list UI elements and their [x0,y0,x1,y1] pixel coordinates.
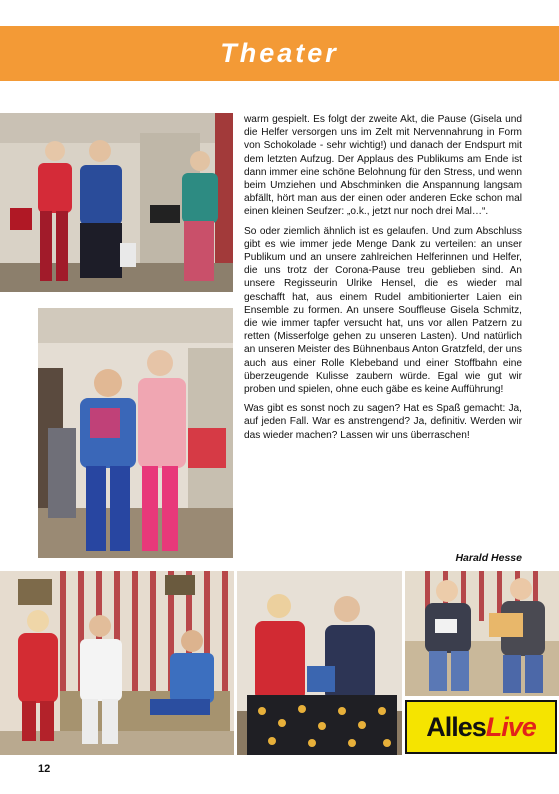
stage-photo-two-girls [405,571,559,696]
article-body [244,113,522,448]
section-title: Theater [220,38,339,68]
logo-text-live: Live [485,711,536,742]
article-author: Harald Hesse [455,552,522,564]
logo-text-alles: Alles [426,711,486,742]
article-paragraph: warm gespielt. Es folgt der zweite Akt, die Pause (Gisela und die Helfer versorgen uns im Zelt mit Nervennahrung in Form von Schokolade - sehr wichtig!) und danach der Endspurt mit dem letzten Aufzug. Der Applaus des Publikums am Ende ist dann immer eine schöne Belohnung für den Stress, und wenn beim Umziehen und Abschminken die Anspannung langsam abfällt, hört man aus der einen oder anderen Ecke schon mal einen kleinen Seufzer: „o.k., jetzt nur noch drei Mal…“. [244,114,522,218]
stage-photo-sofa-scene [0,571,234,755]
stage-photo-couple [38,308,233,558]
article-paragraph: So oder ziemlich ähnlich ist es gelaufen. Und zum Abschluss gibt es wie immer jede Menge Dank zu verteilen: an unser Publikum und an unsere zahlreichen Helferinnen und Helfer, die uns trotz der Corona-Pause treu geblieben sind. An unsere Regisseurin Ulrike Hensel, die es wieder mal geschafft hat, aus einem Rudel ambitionierter Laien ein Ensemble zu formen. An unsere Souffleuse Gisela Schmitz, die wie immer tapfer versucht hat, uns vor allen Patzern zu retten (Misserfolge gehen zu unseren Lasten). Und natürlich an unseren Meister des Bühnenbaus Anton Gratzfeld, der uns auch aus einer Rolle Klebeband und einer Stoffbahn eine überzeugende Kulisse zaubern würde. Egal wie gut wir proben und spielen, ohne euch gäbe es keine Aufführung! [244,225,522,396]
stage-photo-three-women [0,113,233,292]
stage-photo-two-women [237,571,402,755]
article-paragraph: Was gibt es sonst noch zu sagen? Hat es Spaß gemacht: Ja, auf jeden Fall. War es anstrengend? Ja, definitiv. Werden wir das wieder machen? Lassen wir uns überraschen! [244,403,522,441]
alles-live-logo [405,700,557,754]
section-banner [0,26,559,81]
page-number: 12 [38,763,51,775]
